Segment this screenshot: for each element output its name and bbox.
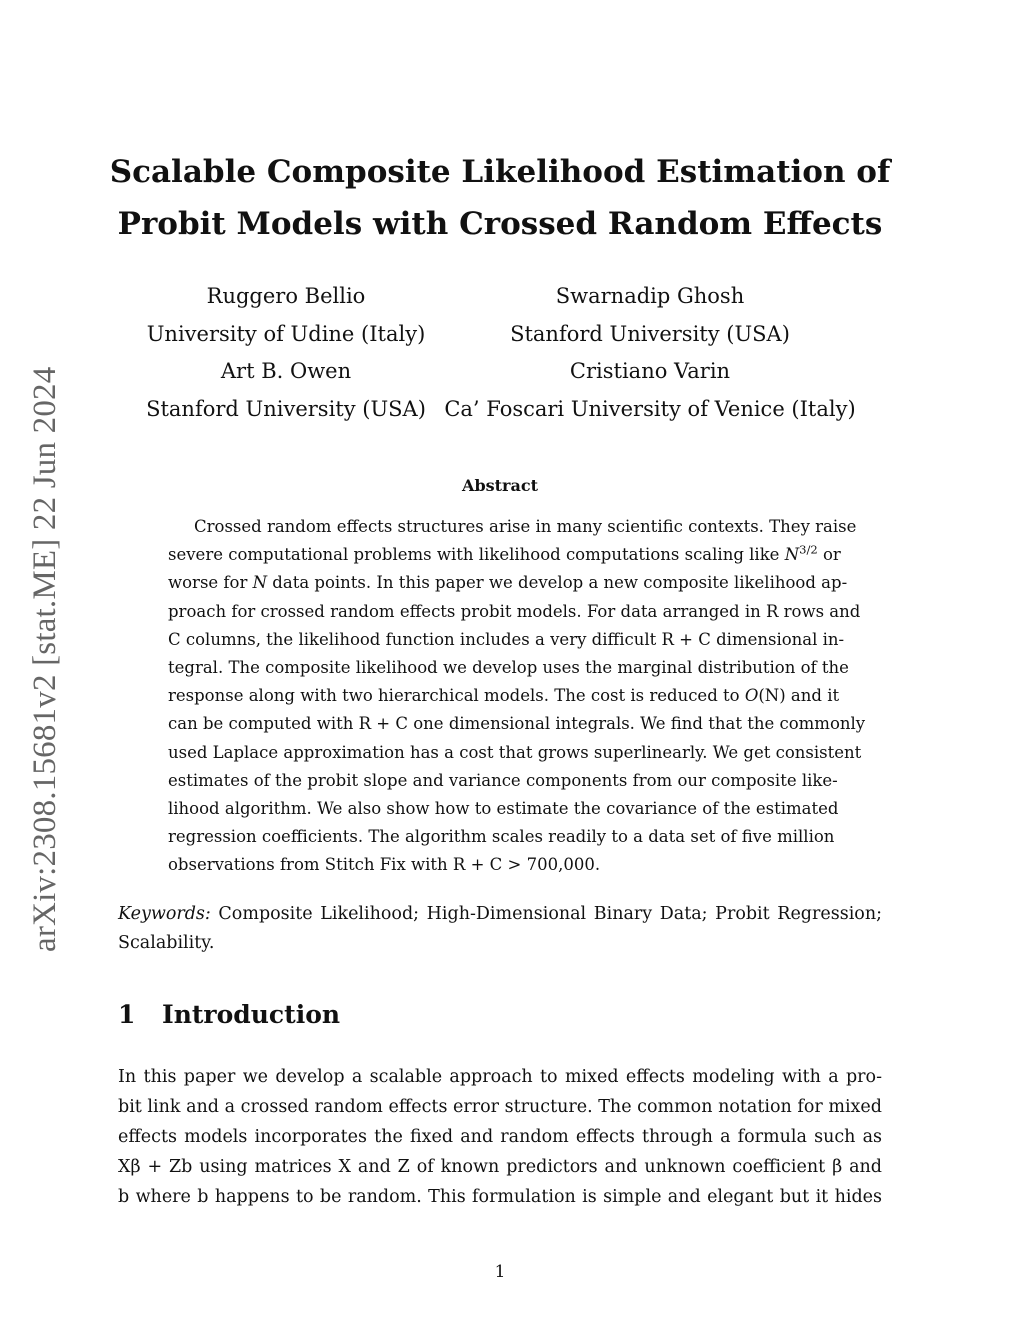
arxiv-identifier-stamp: arXiv:2308.15681v2 [stat.ME] 22 Jun 2024 xyxy=(27,366,63,952)
page-number: 1 xyxy=(494,1262,506,1282)
author-bellio xyxy=(100,278,472,353)
author-ghosh xyxy=(472,278,828,353)
keywords-line: Keywords: Composite Likelihood; High-Dimensional Binary Data; Probit Regression; xyxy=(118,904,882,924)
abstract-line: estimates of the probit slope and variance components from our composite like- xyxy=(168,770,838,790)
author-affiliation: Stanford University (USA) xyxy=(510,321,790,346)
introduction-paragraph xyxy=(118,1062,882,1212)
paper-title xyxy=(100,146,900,250)
author-affiliation: University of Udine (Italy) xyxy=(146,321,426,346)
author-affiliation: Stanford University (USA) xyxy=(146,396,426,421)
author-name: Swarnadip Ghosh xyxy=(555,284,745,308)
abstract-line: proach for crossed random effects probit models. For data arranged in R rows and xyxy=(168,601,861,621)
intro-line: b where b happens to be random. This formulation is simple and elegant but it hides xyxy=(118,1187,882,1207)
author-name: Ruggero Bellio xyxy=(206,284,366,308)
author-name: Art B. Owen xyxy=(220,359,352,383)
keywords xyxy=(118,900,882,958)
intro-line: effects models incorporates the fixed and random effects through a formula such as xyxy=(118,1127,882,1147)
author-affiliation: Ca’ Foscari University of Venice (Italy) xyxy=(444,396,856,421)
abstract-body xyxy=(168,513,866,879)
keywords-line: Scalability. xyxy=(118,933,215,953)
intro-line: bit link and a crossed random effects error structure. The common notation for mixed xyxy=(118,1097,882,1117)
title-line-2: Probit Models with Crossed Random Effects xyxy=(117,206,883,242)
author-name: Cristiano Varin xyxy=(569,359,731,383)
abstract-heading: Abstract xyxy=(462,476,538,495)
abstract-line: worse for N data points. In this paper we develop a new composite likelihood ap- xyxy=(168,573,848,593)
author-block xyxy=(100,278,920,438)
abstract-line: response along with two hierarchical models. The cost is reduced to O(N) and it xyxy=(168,686,840,706)
title-line-1: Scalable Composite Likelihood Estimation of xyxy=(109,154,891,190)
section-heading xyxy=(118,1000,340,1029)
author-owen xyxy=(100,353,472,428)
keywords-label: Keywords: xyxy=(118,904,211,924)
abstract-line: severe computational problems with likelihood computations scaling like $N^{3/2}$ or xyxy=(168,542,841,565)
abstract-line: observations from Stitch Fix with R + C > 700,000. xyxy=(168,855,601,875)
abstract-line: C columns, the likelihood function includes a very difficult R + C dimensional in- xyxy=(168,629,845,649)
section-title: Introduction xyxy=(162,1000,341,1029)
author-varin xyxy=(443,353,857,428)
abstract-line: Crossed random effects structures arise in many scientific contexts. They raise xyxy=(194,517,857,536)
abstract-line: lihood algorithm. We also show how to estimate the covariance of the estimated xyxy=(168,798,839,818)
abstract-line: used Laplace approximation has a cost that grows superlinearly. We get consistent xyxy=(168,742,862,762)
intro-line: In this paper we develop a scalable approach to mixed effects modeling with a pro- xyxy=(118,1067,882,1087)
intro-line: Xβ + Zb using matrices X and Z of known predictors and unknown coefficient β and xyxy=(118,1157,882,1177)
abstract-line: tegral. The composite likelihood we develop uses the marginal distribution of the xyxy=(168,657,849,677)
abstract-line: regression coefficients. The algorithm scales readily to a data set of five million xyxy=(168,827,835,847)
section-number: 1 xyxy=(118,1000,136,1029)
abstract-line: can be computed with R + C one dimensional integrals. We find that the commonly xyxy=(168,714,866,734)
